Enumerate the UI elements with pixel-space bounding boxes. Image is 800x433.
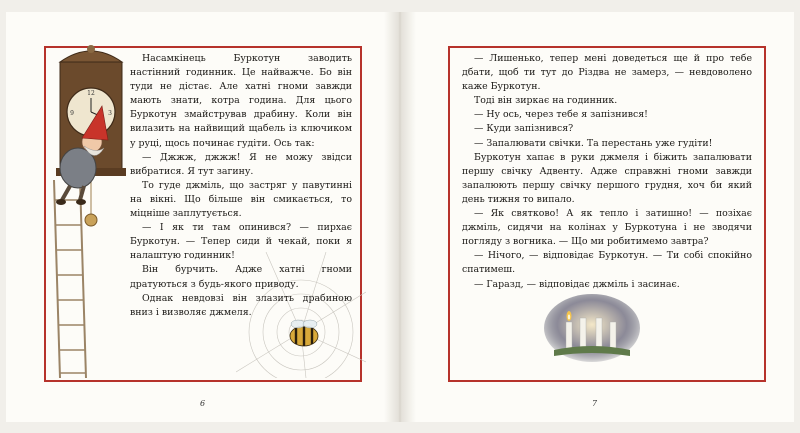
paragraph: — Лишенько, тепер мені доведеться ще й про тебе дбати, щоб ти тут до Різдва не замерз, — невдоволено каже Буркотун. [462,53,752,93]
svg-text:12: 12 [87,90,95,97]
paragraph: Він бурчить. Адже хатні гноми дратуються з будь-якого приводу. [130,264,352,290]
paragraph: — І як ти там опинився? — пирхає Буркотун. — Тепер сиди й чекай, поки я налаштую годинник! [130,222,352,262]
gnome-clock-illustration [30,40,140,380]
paragraph: Однак невдовзі він злазить драбиною вниз і визволяє джмеля. [130,292,352,318]
left-page [6,12,384,422]
paragraph: — Нічого, — відповідає Буркотун. — Ти собі спокійно спатимеш. [462,250,752,276]
paragraph: — Гаразд, — відповідає джміль і засинає. [474,278,680,290]
paragraph: — Куди запізнився? [474,123,574,135]
page-number: 6 [200,399,206,408]
paragraph: — Як святково! А як тепло і затишно! — позіхає джміль, сидячи на колінах у Буркотуна і не зводячи погляду з вогника. — Що ми робитимемо завтра? [462,208,752,248]
right-page-text [462,52,752,292]
paragraph: Тоді він зиркає на годинник. [474,95,618,107]
advent-candles-illustration [544,292,640,362]
svg-text:9: 9 [70,110,74,117]
page-number: 7 [592,399,598,408]
right-page [416,12,794,422]
paragraph: То гуде джміль, що застряг у павутинні на вікні. Що більше він смикається, то міцніше заплутується. [130,179,352,220]
paragraph: — Запалювати свічки. Та перестань уже гудіти! [474,137,713,149]
left-page-text [130,52,352,320]
paragraph: — Ну ось, через тебе я запізнився! [474,109,648,121]
paragraph: Буркотун хапає в руки джмеля і біжить запалювати першу свічку Адвенту. Адже справжні гноми завжди запалюють першу свічку першого грудня, хоч би який день тижня то випало. [462,151,752,205]
svg-text:3: 3 [108,110,112,117]
paragraph: — Джжж, джжж! Я не можу звідси вибратися. Я тут загину. [130,151,352,177]
book-gutter [384,12,416,422]
paragraph: Насамкінець Буркотун заводить настінний годинник. Це найважче. Бо він туди не дістає. Але хатні гноми завжди мають знати, котра година. Для цього Буркотун змайстрував драбину. Коли він вилазить на найвищий щабель із ключиком у руці, щось починає гудіти. Ось так: [130,53,352,149]
